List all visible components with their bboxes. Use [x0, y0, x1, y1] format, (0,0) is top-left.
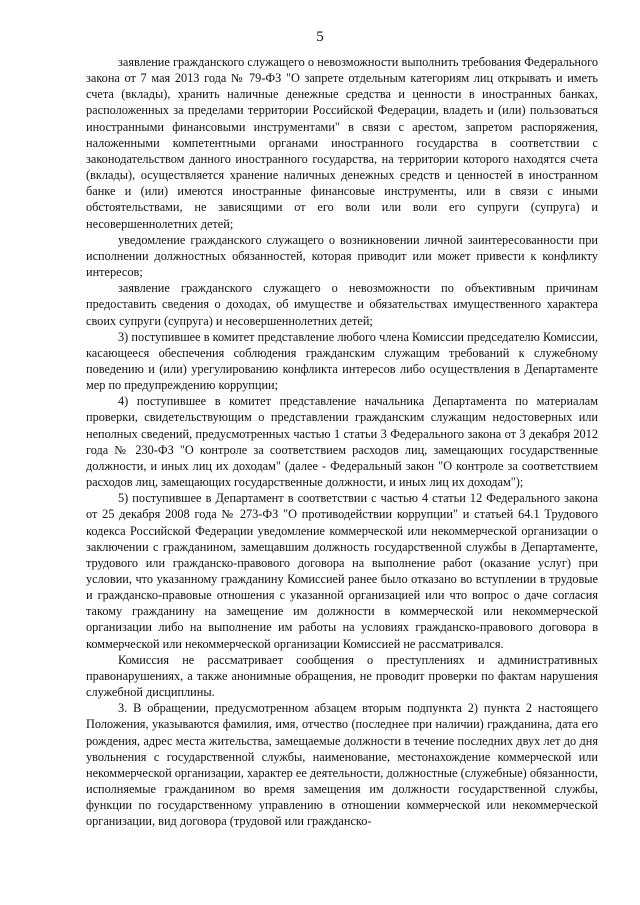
page-number: 5	[316, 29, 324, 45]
document-body	[86, 54, 598, 830]
paragraph-conflict-notification: уведомление гражданского служащего о возникновении личной заинтересованности при исполнении должностных обязанностей, которая приводит или может привести к конфликту интересов;	[86, 232, 598, 280]
paragraph-statement-foreign-accounts: заявление гражданского служащего о невозможности выполнить требования Федерального закона от 7 мая 2013 года № 79-ФЗ "О запрете отдельным категориям лиц открывать и иметь счета (вклады), хранить наличные денежные средства и ценности в иностранных банках, расположенных за пределами территории Российской Федерации, владеть и (или) пользоваться иностранными финансовыми инструментами" в связи с арестом, запретом распоряжения, наложенными компетентными органами иностранного государства в соответствии с законодательством данного иностранного государства, на территории которого находятся счета (вклады), осуществляется хранение наличных денежных средств и ценностей в иностранном банке и (или) имеются иностранные финансовые инструменты, или в связи с иными обстоятельствами, не зависящими от его воли или воли его супруги (супруга) и несовершеннолетних детей;	[86, 55, 598, 231]
paragraph-clause-3: 3. В обращении, предусмотренном абзацем вторым подпункта 2) пункта 2 настоящего Положения, указываются фамилия, имя, отчество (последнее при наличии) гражданина, дата его рождения, адрес места жительства, замещаемые должности в течение последних двух лет до дня увольнения с государственной службы, наименование, местонахождение коммерческой или некоммерческой организации, характер ее деятельности, должностные (служебные) обязанности, исполняемые гражданином во время замещения им должности государственной службы, функции по государственному управлению в отношении коммерческой или некоммерческой организации, вид договора (трудовой или гражданско-	[86, 701, 598, 829]
paragraph-income-statement: заявление гражданского служащего о невозможности по объективным причинам предоставить сведения о доходах, об имуществе и обязательствах имущественного характера своих супруги (супруга) и несовершеннолетних детей;	[86, 281, 598, 328]
paragraph-item-3: 3) поступившее в комитет представление любого члена Комиссии председателю Комиссии, касающееся обеспечения соблюдения гражданским служащим требований к служебному поведению и (или) урегулированию конфликта интересов либо осуществления в Департаменте мер по предупреждению коррупции;	[86, 329, 598, 393]
paragraph-commission-scope: Комиссия не рассматривает сообщения о преступлениях и административных правонарушениях, а также анонимные обращения, не проводит проверки по фактам нарушения служебной дисциплины.	[86, 652, 598, 700]
paragraph-item-5: 5) поступившее в Департамент в соответствии с частью 4 статьи 12 Федерального закона от 25 декабря 2008 года № 273-ФЗ "О противодействии коррупции" и статьей 64.1 Трудового кодекса Российской Федерации уведомление коммерческой или некоммерческой организации о заключении с гражданином, замещавшим должность государственной службы в Департаменте, трудового или гражданско-правового договора на выполнение работ (оказание услуг) при условии, что указанному гражданину Комиссией ранее было отказано во вступлении в трудовые и гражданско-правовые отношения с указанной организацией или что вопрос о даче согласия такому гражданину на замещение им должности в коммерческой или некоммерческой организации либо на выполнение им работы на условиях гражданско-правового договора в коммерческой или некоммерческой организации Комиссией не рассматривался.	[86, 491, 598, 651]
paragraph-item-4: 4) поступившее в комитет представление начальника Департамента по материалам проверки, свидетельствующим о представлении гражданским служащим недостоверных или неполных сведений, предусмотренных частью 1 статьи 3 Федерального закона от 3 декабря 2012 года № 230-ФЗ "О контроле за соответствием расходов лиц, замещающих государственные должности, и иных лиц их доходам" (далее - Федеральный закон "О контроле за соответствием расходов лиц, замещающих государственные должности, и иных лиц их доходам");	[86, 394, 598, 490]
